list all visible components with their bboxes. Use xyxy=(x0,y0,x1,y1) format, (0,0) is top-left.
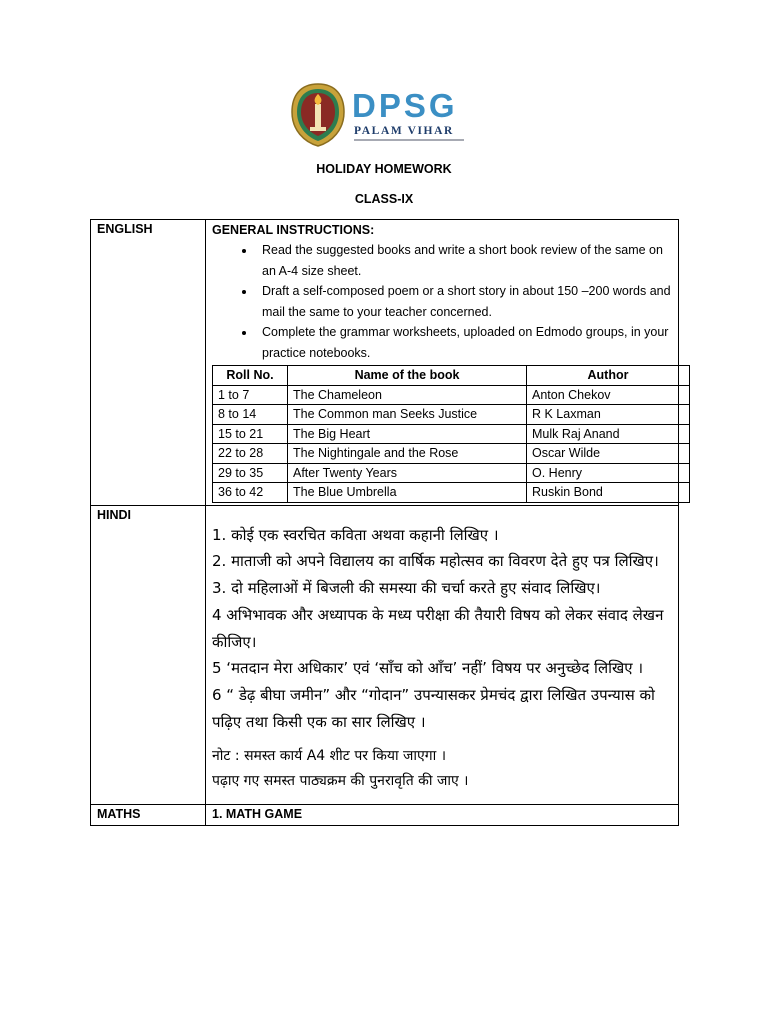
logo-name: DPSG xyxy=(352,87,458,124)
book-name-cell: The Chameleon xyxy=(288,385,527,405)
author-cell: R K Laxman xyxy=(527,405,690,425)
roll-no-cell: 8 to 14 xyxy=(213,405,288,425)
english-subject-cell: ENGLISH xyxy=(91,220,206,506)
hindi-content-cell xyxy=(206,505,679,804)
hindi-item: 1. कोई एक स्वरचित कविता अथवा कहानी लिखिए । xyxy=(212,525,499,544)
author-cell: Ruskin Bond xyxy=(527,483,690,503)
author-cell: O. Henry xyxy=(527,463,690,483)
table-row xyxy=(213,463,690,483)
page-title: HOLIDAY HOMEWORK xyxy=(316,162,452,176)
maths-subject-cell: MATHS xyxy=(91,804,206,825)
author-cell: Anton Chekov xyxy=(527,385,690,405)
book-name-cell: The Blue Umbrella xyxy=(288,483,527,503)
table-row xyxy=(213,385,690,405)
header-author: Author xyxy=(527,366,690,386)
roll-no-cell: 15 to 21 xyxy=(213,424,288,444)
hindi-item: 5 ‘मतदान मेरा अधिकार’ एवं ‘साँच को आँच’ नहीं’ विषय पर अनुच्छेद लिखिए । xyxy=(212,659,644,678)
book-list-table xyxy=(212,365,690,503)
book-name-cell: After Twenty Years xyxy=(288,463,527,483)
instruction-item: • Draft a self-composed poem or a short story in about 150 –200 words and mail the same to your teacher concerned. xyxy=(256,281,672,322)
author-cell: Mulk Raj Anand xyxy=(527,424,690,444)
table-row xyxy=(213,405,690,425)
homework-table xyxy=(90,219,679,826)
english-content-cell xyxy=(206,220,679,506)
school-logo xyxy=(288,80,468,150)
roll-no-cell: 36 to 42 xyxy=(213,483,288,503)
logo-subtitle: PALAM VIHAR xyxy=(354,125,454,137)
logo-tagline-line xyxy=(354,139,464,141)
roll-no-cell: 1 to 7 xyxy=(213,385,288,405)
header-book-name: Name of the book xyxy=(288,366,527,386)
table-row xyxy=(213,483,690,503)
author-cell: Oscar Wilde xyxy=(527,444,690,464)
english-row xyxy=(91,220,679,506)
class-label: CLASS-IX xyxy=(354,192,414,206)
hindi-item: 4 अभिभावक और अध्यापक के मध्य परीक्षा की तैयारी विषय को लेकर संवाद लेखन कीजिए। xyxy=(212,605,664,651)
hindi-note: नोट : समस्त कार्य A4 शीट पर किया जाएगा । xyxy=(212,747,447,764)
hindi-subject-cell: HINDI xyxy=(91,505,206,804)
maths-content-cell: 1. MATH GAME xyxy=(206,804,679,825)
header-roll-no: Roll No. xyxy=(213,366,288,386)
instructions-title: GENERAL INSTRUCTIONS: xyxy=(212,223,375,237)
hindi-item: 2. माताजी को अपने विद्यालय का वार्षिक महोत्सव का विवरण देते हुए पत्र लिखिए। xyxy=(212,552,659,571)
hindi-item: 6 “ डेढ़ बीघा जमीन” और “गोदान” उपन्यासकर प्रेमचंद द्वारा लिखित उपन्यास को पढ़िए तथा किसी एक का सार लिखिए । xyxy=(212,686,655,732)
roll-no-cell: 29 to 35 xyxy=(213,463,288,483)
book-name-cell: The Big Heart xyxy=(288,424,527,444)
roll-no-cell: 22 to 28 xyxy=(213,444,288,464)
hindi-row xyxy=(91,505,679,804)
crest-icon xyxy=(288,80,348,150)
hindi-note: पढ़ाए गए समस्त पाठ्यक्रम की पुनरावृति की जाए । xyxy=(212,772,469,789)
hindi-item: 3. दो महिलाओं में बिजली की समस्या की चर्चा करते हुए संवाद लिखिए। xyxy=(212,579,601,598)
book-name-cell: The Common man Seeks Justice xyxy=(288,405,527,425)
book-table-header xyxy=(213,366,690,386)
maths-row xyxy=(91,804,679,825)
instruction-item: • Complete the grammar worksheets, uploaded on Edmodo groups, in your practice notebooks. xyxy=(256,322,672,363)
instruction-item: • Read the suggested books and write a short book review of the same on an A-4 size sheet. xyxy=(256,240,672,281)
table-row xyxy=(213,424,690,444)
instructions-list xyxy=(212,240,672,363)
hindi-items xyxy=(212,508,672,804)
table-row xyxy=(213,444,690,464)
book-name-cell: The Nightingale and the Rose xyxy=(288,444,527,464)
